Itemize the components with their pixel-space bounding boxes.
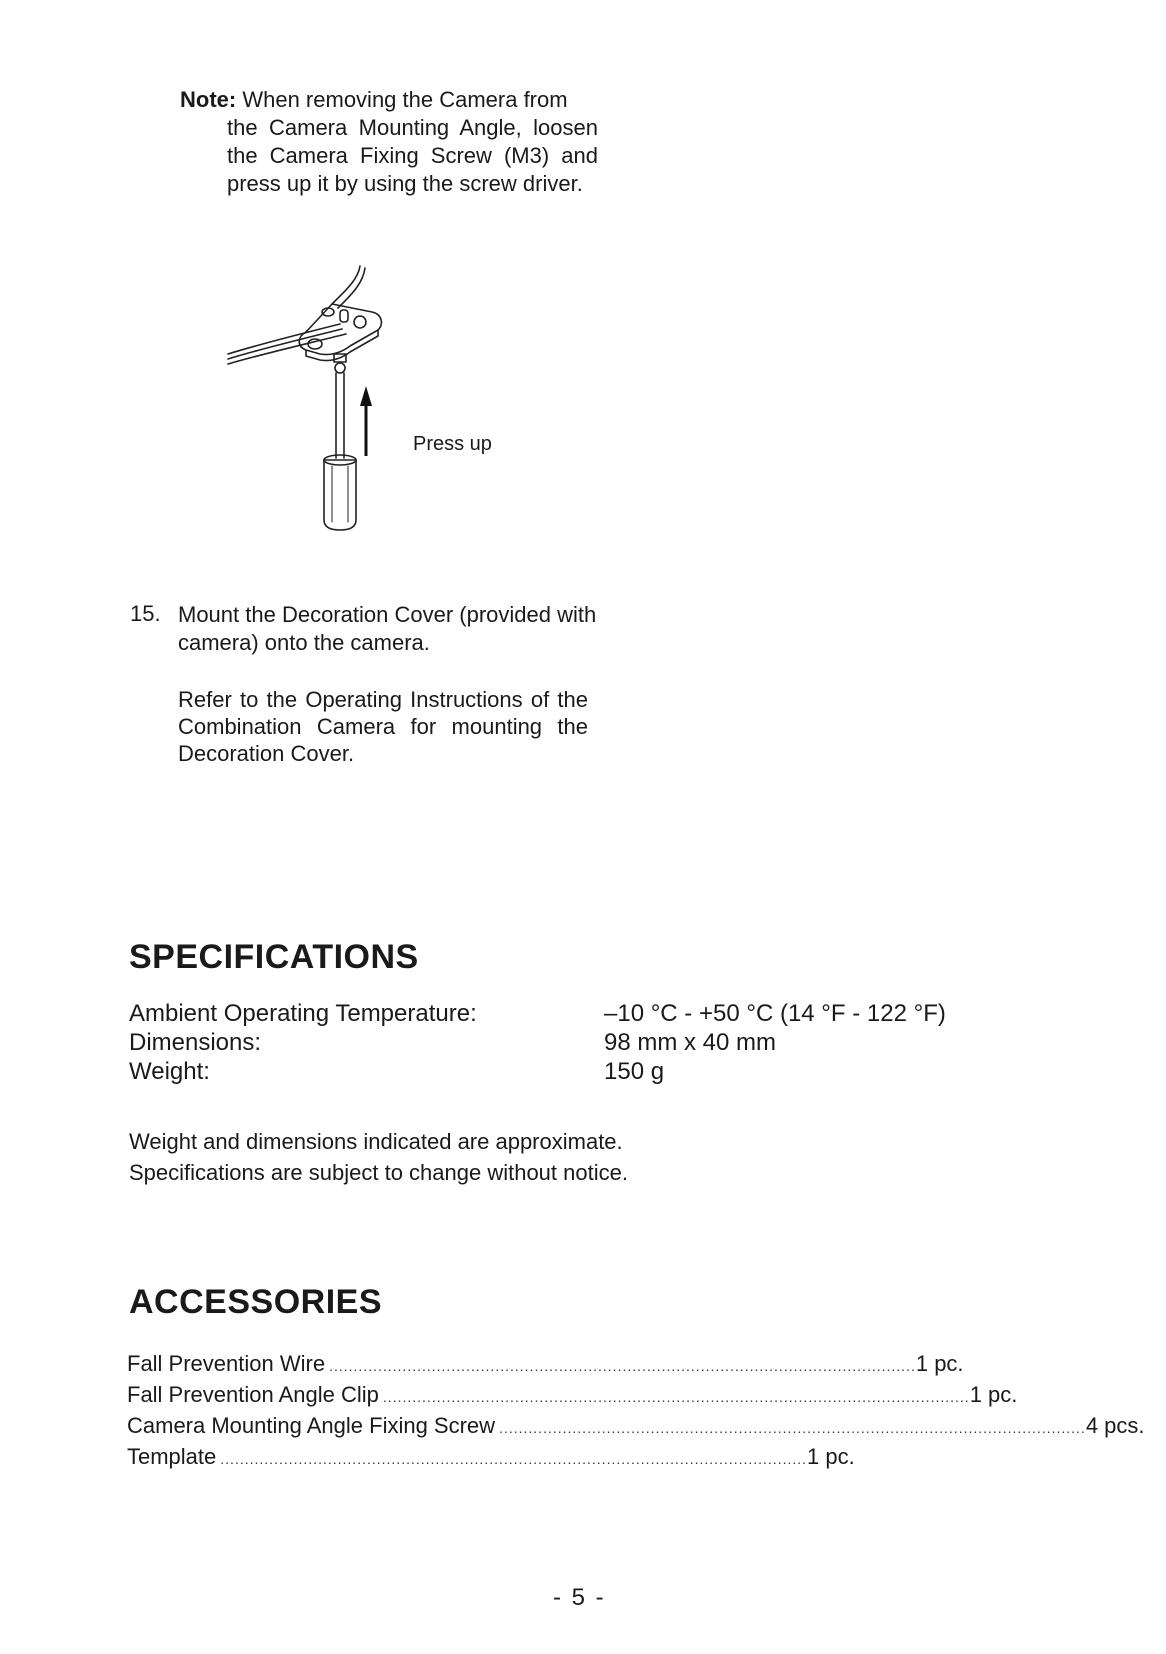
removal-note <box>180 86 598 198</box>
note-first-line <box>180 86 598 114</box>
accessory-item <box>127 1444 855 1475</box>
accessory-item <box>127 1382 1018 1413</box>
screwdriver-illustration <box>220 268 560 568</box>
press-up-label: Press up <box>413 433 492 455</box>
note-label: Note: <box>180 87 237 112</box>
leader-dots: ........................................................................................................................ <box>329 1358 916 1374</box>
accessory-name: Camera Mounting Angle Fixing Screw <box>127 1413 496 1438</box>
step-reference: Refer to the Operating Instructions of the Combination Camera for mounting the Decoration Cover. <box>178 687 588 766</box>
spec-note-change: Specifications are subject to change without notice. <box>129 1160 628 1185</box>
leader-dots: ........................................................................................................................ <box>382 1389 970 1405</box>
accessory-qty: 1 pc. <box>915 1351 964 1376</box>
spec-value: –10 °C - +50 °C (14 °F - 122 °F) <box>604 1000 946 1027</box>
accessory-qty: 4 pcs. <box>1085 1413 1145 1438</box>
note-first-text: When removing the Camera from <box>242 87 568 112</box>
spec-value: 98 mm x 40 mm <box>604 1029 777 1056</box>
spec-label: Weight: <box>129 1058 210 1085</box>
accessory-item <box>127 1351 964 1382</box>
spec-note-approximate: Weight and dimensions indicated are approximate. <box>129 1129 623 1154</box>
leader-dots: ........................................................................................................................ <box>499 1420 1086 1436</box>
spec-row-weight <box>129 1058 1029 1087</box>
accessories-heading: ACCESSORIES <box>129 1283 382 1321</box>
page-number: - 5 - <box>553 1584 606 1611</box>
accessory-qty: 1 pc. <box>969 1382 1018 1407</box>
leader-dots: ........................................................................................................................ <box>220 1451 808 1467</box>
spec-row-temperature <box>129 1000 1029 1029</box>
note-body: the Camera Mounting Angle, loosen the Camera Fixing Screw (M3) and press up it by using the screw driver. <box>227 115 598 196</box>
step-number: 15. <box>130 601 161 626</box>
specifications-heading: SPECIFICATIONS <box>129 938 419 976</box>
camera-mount-drawing <box>220 268 560 568</box>
spec-label: Ambient Operating Temperature: <box>129 1000 477 1027</box>
accessory-name: Template <box>127 1444 217 1469</box>
accessory-name: Fall Prevention Wire <box>127 1351 326 1376</box>
spec-row-dimensions <box>129 1029 1029 1058</box>
accessory-qty: 1 pc. <box>807 1444 855 1469</box>
spec-label: Dimensions: <box>129 1029 262 1056</box>
spec-value: 150 g <box>604 1058 665 1085</box>
step-instruction: Mount the Decoration Cover (provided with camera) onto the camera. <box>178 602 597 655</box>
accessory-name: Fall Prevention Angle Clip <box>127 1382 379 1407</box>
accessory-item <box>127 1413 1145 1444</box>
